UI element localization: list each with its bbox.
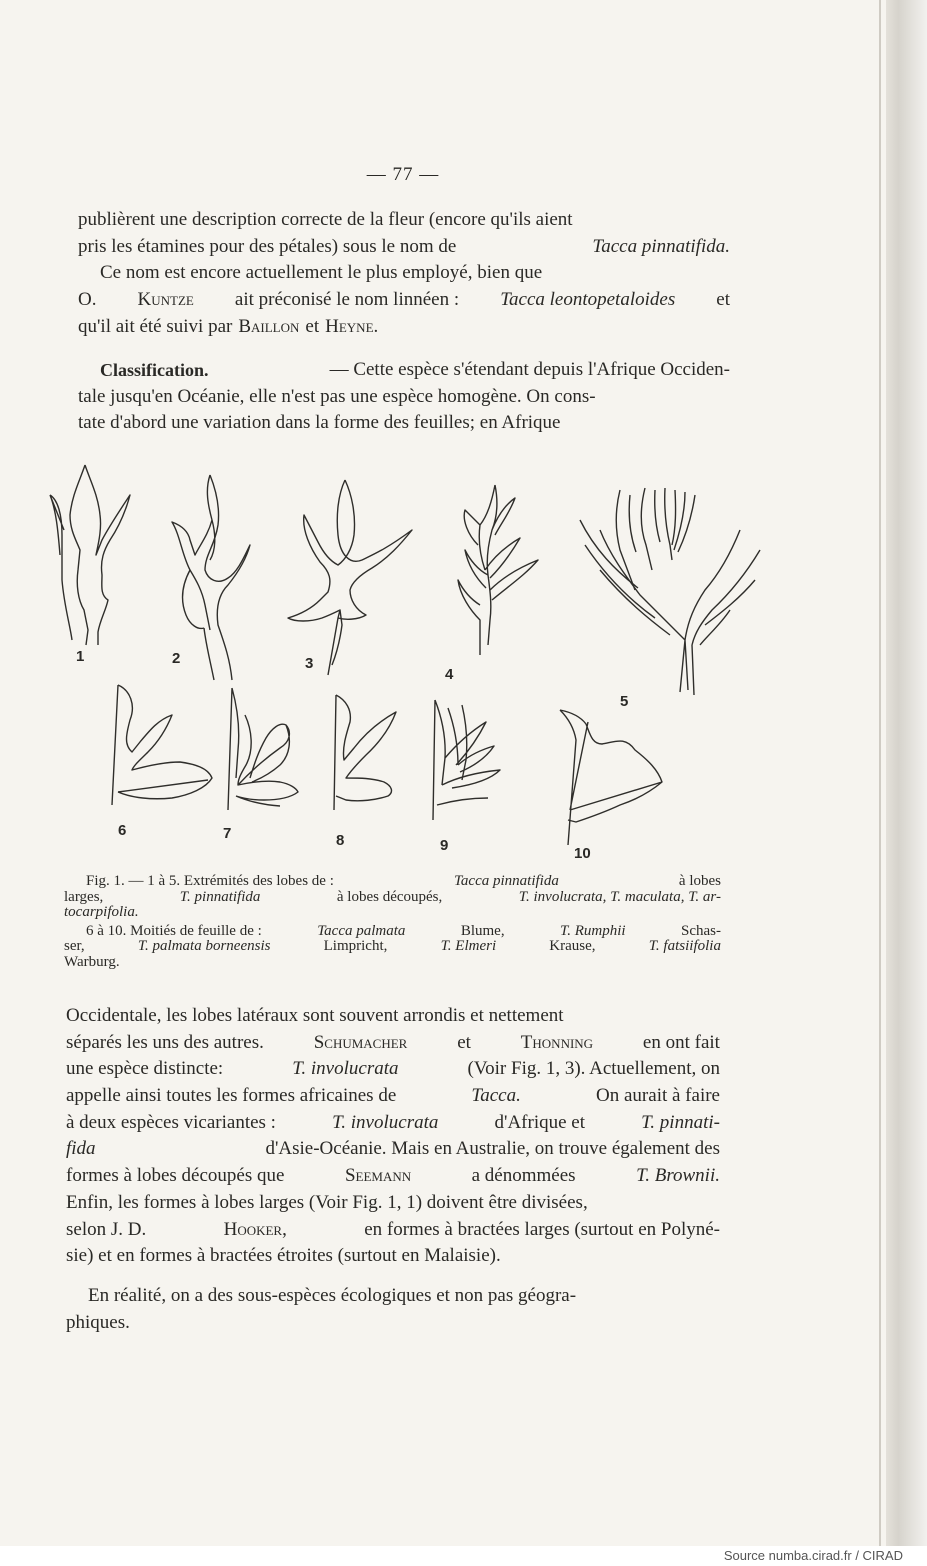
text-span: O. xyxy=(78,289,97,311)
text-line xyxy=(66,1056,720,1083)
text-line xyxy=(66,1083,720,1110)
paragraph-4 xyxy=(66,1283,720,1336)
text-span: Limpricht, xyxy=(323,938,388,954)
paragraph-1 xyxy=(78,207,730,340)
source-credit: Source numba.cirad.fr / CIRAD xyxy=(723,1548,903,1563)
text-span: (Voir Fig. 1, 3). Actuellement, on xyxy=(467,1058,720,1080)
caption-line xyxy=(64,955,721,971)
leaf-8 xyxy=(334,695,396,810)
text-span: tale jusqu'en Océanie, elle n'est pas une espèce homogène. On cons- xyxy=(78,385,596,407)
figure-label: 6 xyxy=(118,822,127,839)
figure-label: 9 xyxy=(440,837,449,854)
text-span: Warburg. xyxy=(64,953,120,970)
author-name: Seemann xyxy=(344,1165,412,1187)
text-span: et xyxy=(716,289,730,311)
page-number: — 77 — xyxy=(366,164,440,185)
paragraph-2 xyxy=(78,357,730,437)
species-name: T. pinnatifida xyxy=(179,888,261,905)
text-span: à lobes découpés, xyxy=(336,888,443,905)
text-line xyxy=(66,1243,720,1270)
caption-line xyxy=(64,905,721,921)
species-name: T. involucrata xyxy=(332,1111,439,1133)
text-span: tate d'abord une variation dans la forme des feuilles; en Afrique xyxy=(78,412,561,434)
author-name: Schumacher xyxy=(313,1031,408,1053)
text-line xyxy=(78,314,730,341)
text-span: Ce nom est encore actuellement le plus employé, bien que xyxy=(100,262,543,284)
text-span: phiques. xyxy=(66,1311,130,1333)
leaf-7 xyxy=(228,688,298,810)
leaf-1 xyxy=(50,465,130,645)
text-line xyxy=(78,260,730,287)
species-name: T. Elmeri xyxy=(440,938,497,954)
text-span: d'Asie-Océanie. Mais en Australie, on trouve également des xyxy=(265,1138,720,1160)
species-name: T. involucrata, T. maculata, T. ar- xyxy=(518,888,721,905)
figure-caption xyxy=(64,874,721,970)
text-span: à lobes xyxy=(678,873,721,889)
text-span: En réalité, on a des sous-espèces écologiques et non pas géogra- xyxy=(88,1285,577,1306)
text-line xyxy=(78,287,730,314)
species-name: T. Brownii. xyxy=(636,1165,720,1187)
author-name: Kuntze xyxy=(137,289,194,311)
leaf-2 xyxy=(172,475,250,680)
text-span: Schas- xyxy=(681,922,721,939)
leaf-drawings xyxy=(40,460,770,870)
source-bar xyxy=(0,1546,927,1566)
text-line xyxy=(66,1163,720,1190)
text-span: appelle ainsi toutes les formes africaines de xyxy=(66,1085,397,1107)
text-line xyxy=(66,1283,720,1310)
text-span: Enfin, les formes à lobes larges (Voir Fig. 1, 1) doivent être divisées, xyxy=(66,1191,588,1213)
text-span: a dénommées xyxy=(471,1165,576,1187)
text-line xyxy=(66,1030,720,1057)
leaf-figure xyxy=(40,460,770,870)
figure-label: 2 xyxy=(172,650,181,667)
leaf-3 xyxy=(288,480,412,675)
caption-line xyxy=(64,924,721,940)
text-span: ait préconisé le nom linnéen : xyxy=(234,289,460,311)
caption-line xyxy=(64,890,721,906)
leaf-5 xyxy=(580,488,760,695)
text-span: — Cette espèce s'étendant depuis l'Afrique Occiden- xyxy=(329,359,730,380)
text-span: selon J. D. xyxy=(66,1218,147,1240)
species-name: tocarpifolia. xyxy=(64,904,139,920)
page-edge xyxy=(886,0,927,1546)
author-name: Baillon xyxy=(238,315,300,337)
species-name: T. pinnati- xyxy=(641,1111,720,1133)
text-span: larges, xyxy=(64,888,104,905)
text-span: sie) et en formes à bractées étroites (surtout en Malaisie). xyxy=(66,1245,501,1267)
figure-label: 7 xyxy=(223,825,232,842)
text-span: à deux espèces vicariantes : xyxy=(66,1111,276,1133)
figure-label: 5 xyxy=(620,693,629,710)
text-line xyxy=(66,1003,720,1030)
text-line xyxy=(78,410,730,437)
text-line xyxy=(66,1136,720,1163)
species-name: Tacca palmata xyxy=(317,922,406,939)
leaf-9 xyxy=(433,700,500,820)
text-line xyxy=(78,207,730,234)
text-line xyxy=(66,1110,720,1137)
author-name: Thonning xyxy=(520,1031,594,1053)
species-name: Tacca leontopetaloides xyxy=(500,289,676,311)
figure-label: 10 xyxy=(574,845,591,862)
species-name: T. involucrata xyxy=(292,1058,399,1080)
leaf-10 xyxy=(560,710,662,845)
text-line xyxy=(66,1217,720,1244)
text-span: Blume, xyxy=(460,922,505,939)
caption-line xyxy=(64,874,721,890)
species-name: T. palmata borneensis xyxy=(137,938,271,954)
leaf-6 xyxy=(112,685,212,805)
text-span: séparés les uns des autres. xyxy=(66,1031,264,1053)
text-span: Fig. 1. — 1 à 5. Extrémités des lobes de : xyxy=(86,873,334,889)
page-edge-line xyxy=(879,0,881,1546)
text-span: Krause, xyxy=(549,938,596,954)
figure-label: 1 xyxy=(76,648,85,665)
text-line xyxy=(78,384,730,411)
species-name: T. Rumphii xyxy=(560,922,626,939)
figure-label: 4 xyxy=(445,666,454,683)
text-span: d'Afrique et xyxy=(494,1111,585,1133)
author-name: Hooker, xyxy=(223,1218,287,1240)
section-heading: Classification. xyxy=(100,360,209,380)
text-span: 6 à 10. Moitiés de feuille de : xyxy=(86,922,262,939)
text-line xyxy=(78,357,730,384)
caption-line xyxy=(64,939,721,955)
species-name: T. fatsiifolia xyxy=(648,938,721,954)
leaf-4 xyxy=(458,485,538,655)
text-span: On aurait à faire xyxy=(596,1085,720,1107)
text-span: publièrent une description correcte de la fleur (encore qu'ils aient xyxy=(78,209,573,230)
species-name: fida xyxy=(66,1138,96,1160)
text-span: Occidentale, les lobes latéraux sont souvent arrondis et nettement xyxy=(66,1005,564,1026)
text-span: et xyxy=(457,1031,471,1053)
text-line xyxy=(66,1310,720,1337)
figure-label: 3 xyxy=(305,655,314,672)
author-name: Heyne. xyxy=(325,315,379,337)
text-span: et xyxy=(305,315,320,337)
paragraph-3 xyxy=(66,1003,720,1270)
species-name: Tacca pinnatifida xyxy=(453,873,559,889)
text-line xyxy=(66,1190,720,1217)
text-span: une espèce distincte: xyxy=(66,1058,224,1080)
text-span: pris les étamines pour des pétales) sous le nom de xyxy=(78,235,457,257)
text-span: formes à lobes découpés que xyxy=(66,1165,285,1187)
text-line xyxy=(78,234,730,261)
text-span: ser, xyxy=(64,938,85,954)
figure-label: 8 xyxy=(336,832,345,849)
text-span: en ont fait xyxy=(642,1031,720,1053)
species-name: Tacca pinnatifida. xyxy=(592,235,730,257)
species-name: Tacca. xyxy=(471,1085,521,1107)
text-span: en formes à bractées larges (surtout en Polyné- xyxy=(364,1218,720,1240)
text-span: qu'il ait été suivi par xyxy=(78,315,233,337)
